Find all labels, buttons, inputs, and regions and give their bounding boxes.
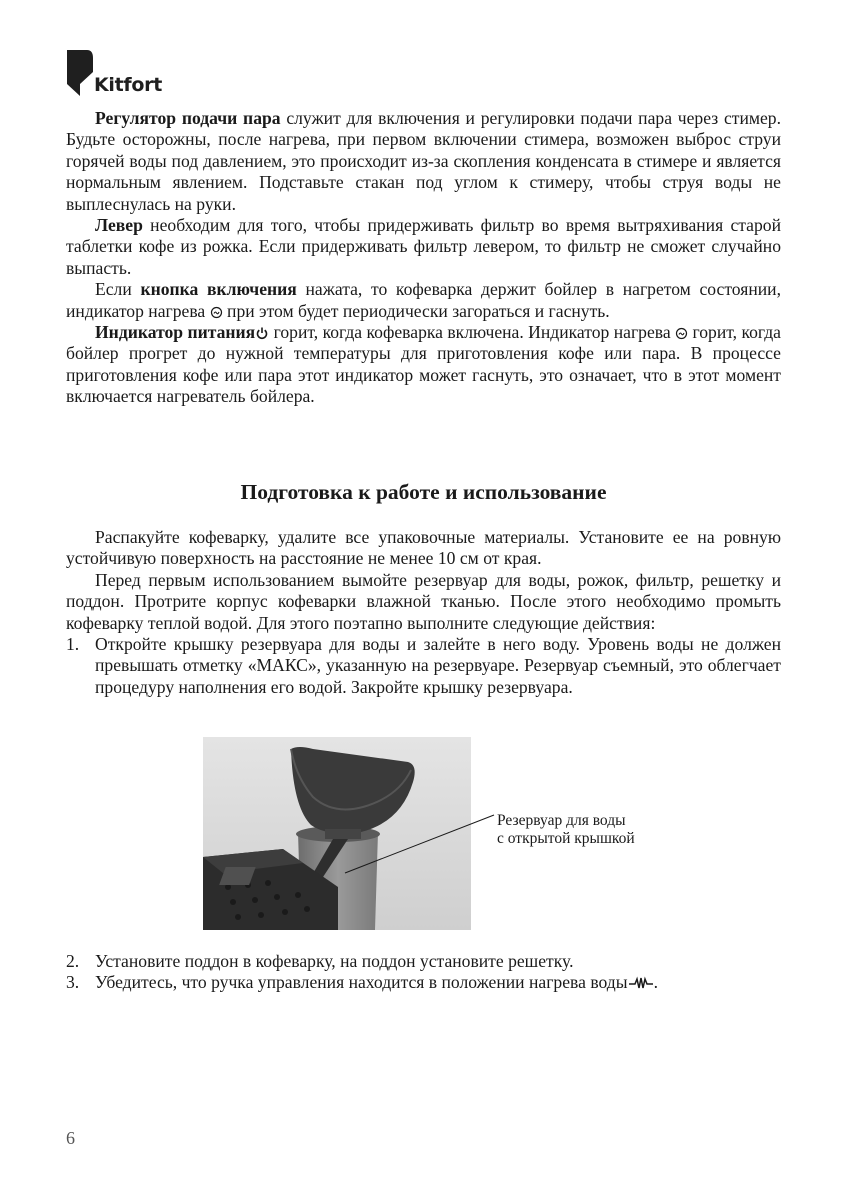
steam-regulator-paragraph: Регулятор подачи пара служит для включения и регулировки подачи пара через стимер. Будьте осторожны, после нагрева, при первом включении стимера, возможен выброс струи горячей воды под давлением, это происходит из-за скопления конденсата в стимере и является нормальным явлением. Подставьте стакан под углом к стимеру, чтобы струя воды не выплеснулась на руки. (66, 108, 782, 214)
brand-logo (67, 50, 227, 100)
steps-continued (66, 951, 781, 994)
preparation-text (66, 527, 781, 698)
heat-indicator-icon (675, 327, 688, 340)
list-item: 1. Откройте крышку резервуара для воды и залейте в него воду. Уровень воды не должен превышать отметку «МАКС», указанную на резервуаре. Резервуар съемный, это облегчает процедуру наполнения его водой. Закройте крышку резервуара. (66, 634, 781, 697)
first-use-paragraph: Перед первым использованием вымойте резервуар для воды, рожок, фильтр, решетку и поддон. Протрите корпус кофеварки влажной тканью. После этого необходимо промыть кофеварку теплой водой. Для этого поэтапно выполните следующие действия: (66, 569, 781, 633)
controls-description (66, 108, 781, 408)
heat-indicator-icon (210, 306, 223, 319)
water-tank-photo (203, 737, 471, 930)
water-heating-icon (628, 976, 654, 990)
lever-paragraph: Левер необходим для того, чтобы придерживать фильтр во время вытряхивания старой таблетки кофе из рожка. Если придерживать фильтр левером, то фильтр не сможет случайно выпасть. (66, 215, 781, 278)
section-heading: Подготовка к работе и использование (240, 480, 607, 504)
list-item: 2. Установите поддон в кофеварку, на поддон установите решетку. (66, 951, 574, 971)
list-item: 3. Убедитесь, что ручка управления находится в положении нагрева воды . (66, 972, 658, 993)
power-icon (255, 326, 269, 340)
water-tank-illustration (203, 737, 471, 930)
figure-caption: Резервуар для воды с открытой крышкой (497, 812, 635, 847)
page-number: 6 (66, 1128, 75, 1148)
kitfort-logo-icon (67, 50, 93, 96)
power-indicator-paragraph: Индикатор питания горит, когда кофеварка включена. Индикатор нагрева горит, когда бойлер прогрет до нужной температуры для приготовления кофе или пара. В процессе приготовления кофе или пара этот индикатор может гаснуть, это означает, что в этот момент включается нагреватель бойлера. (66, 322, 781, 407)
unpack-paragraph: Распакуйте кофеварку, удалите все упаковочные материалы. Установите ее на ровную устойчивую поверхность на расстояние не менее 10 см от края. (66, 527, 781, 569)
brand-name: Kitfort (94, 74, 162, 96)
power-button-paragraph: Если кнопка включения нажата, то кофеварка держит бойлер в нагретом состоянии, индикатор нагрева при этом будет периодически загораться и гаснуть. (66, 279, 781, 321)
